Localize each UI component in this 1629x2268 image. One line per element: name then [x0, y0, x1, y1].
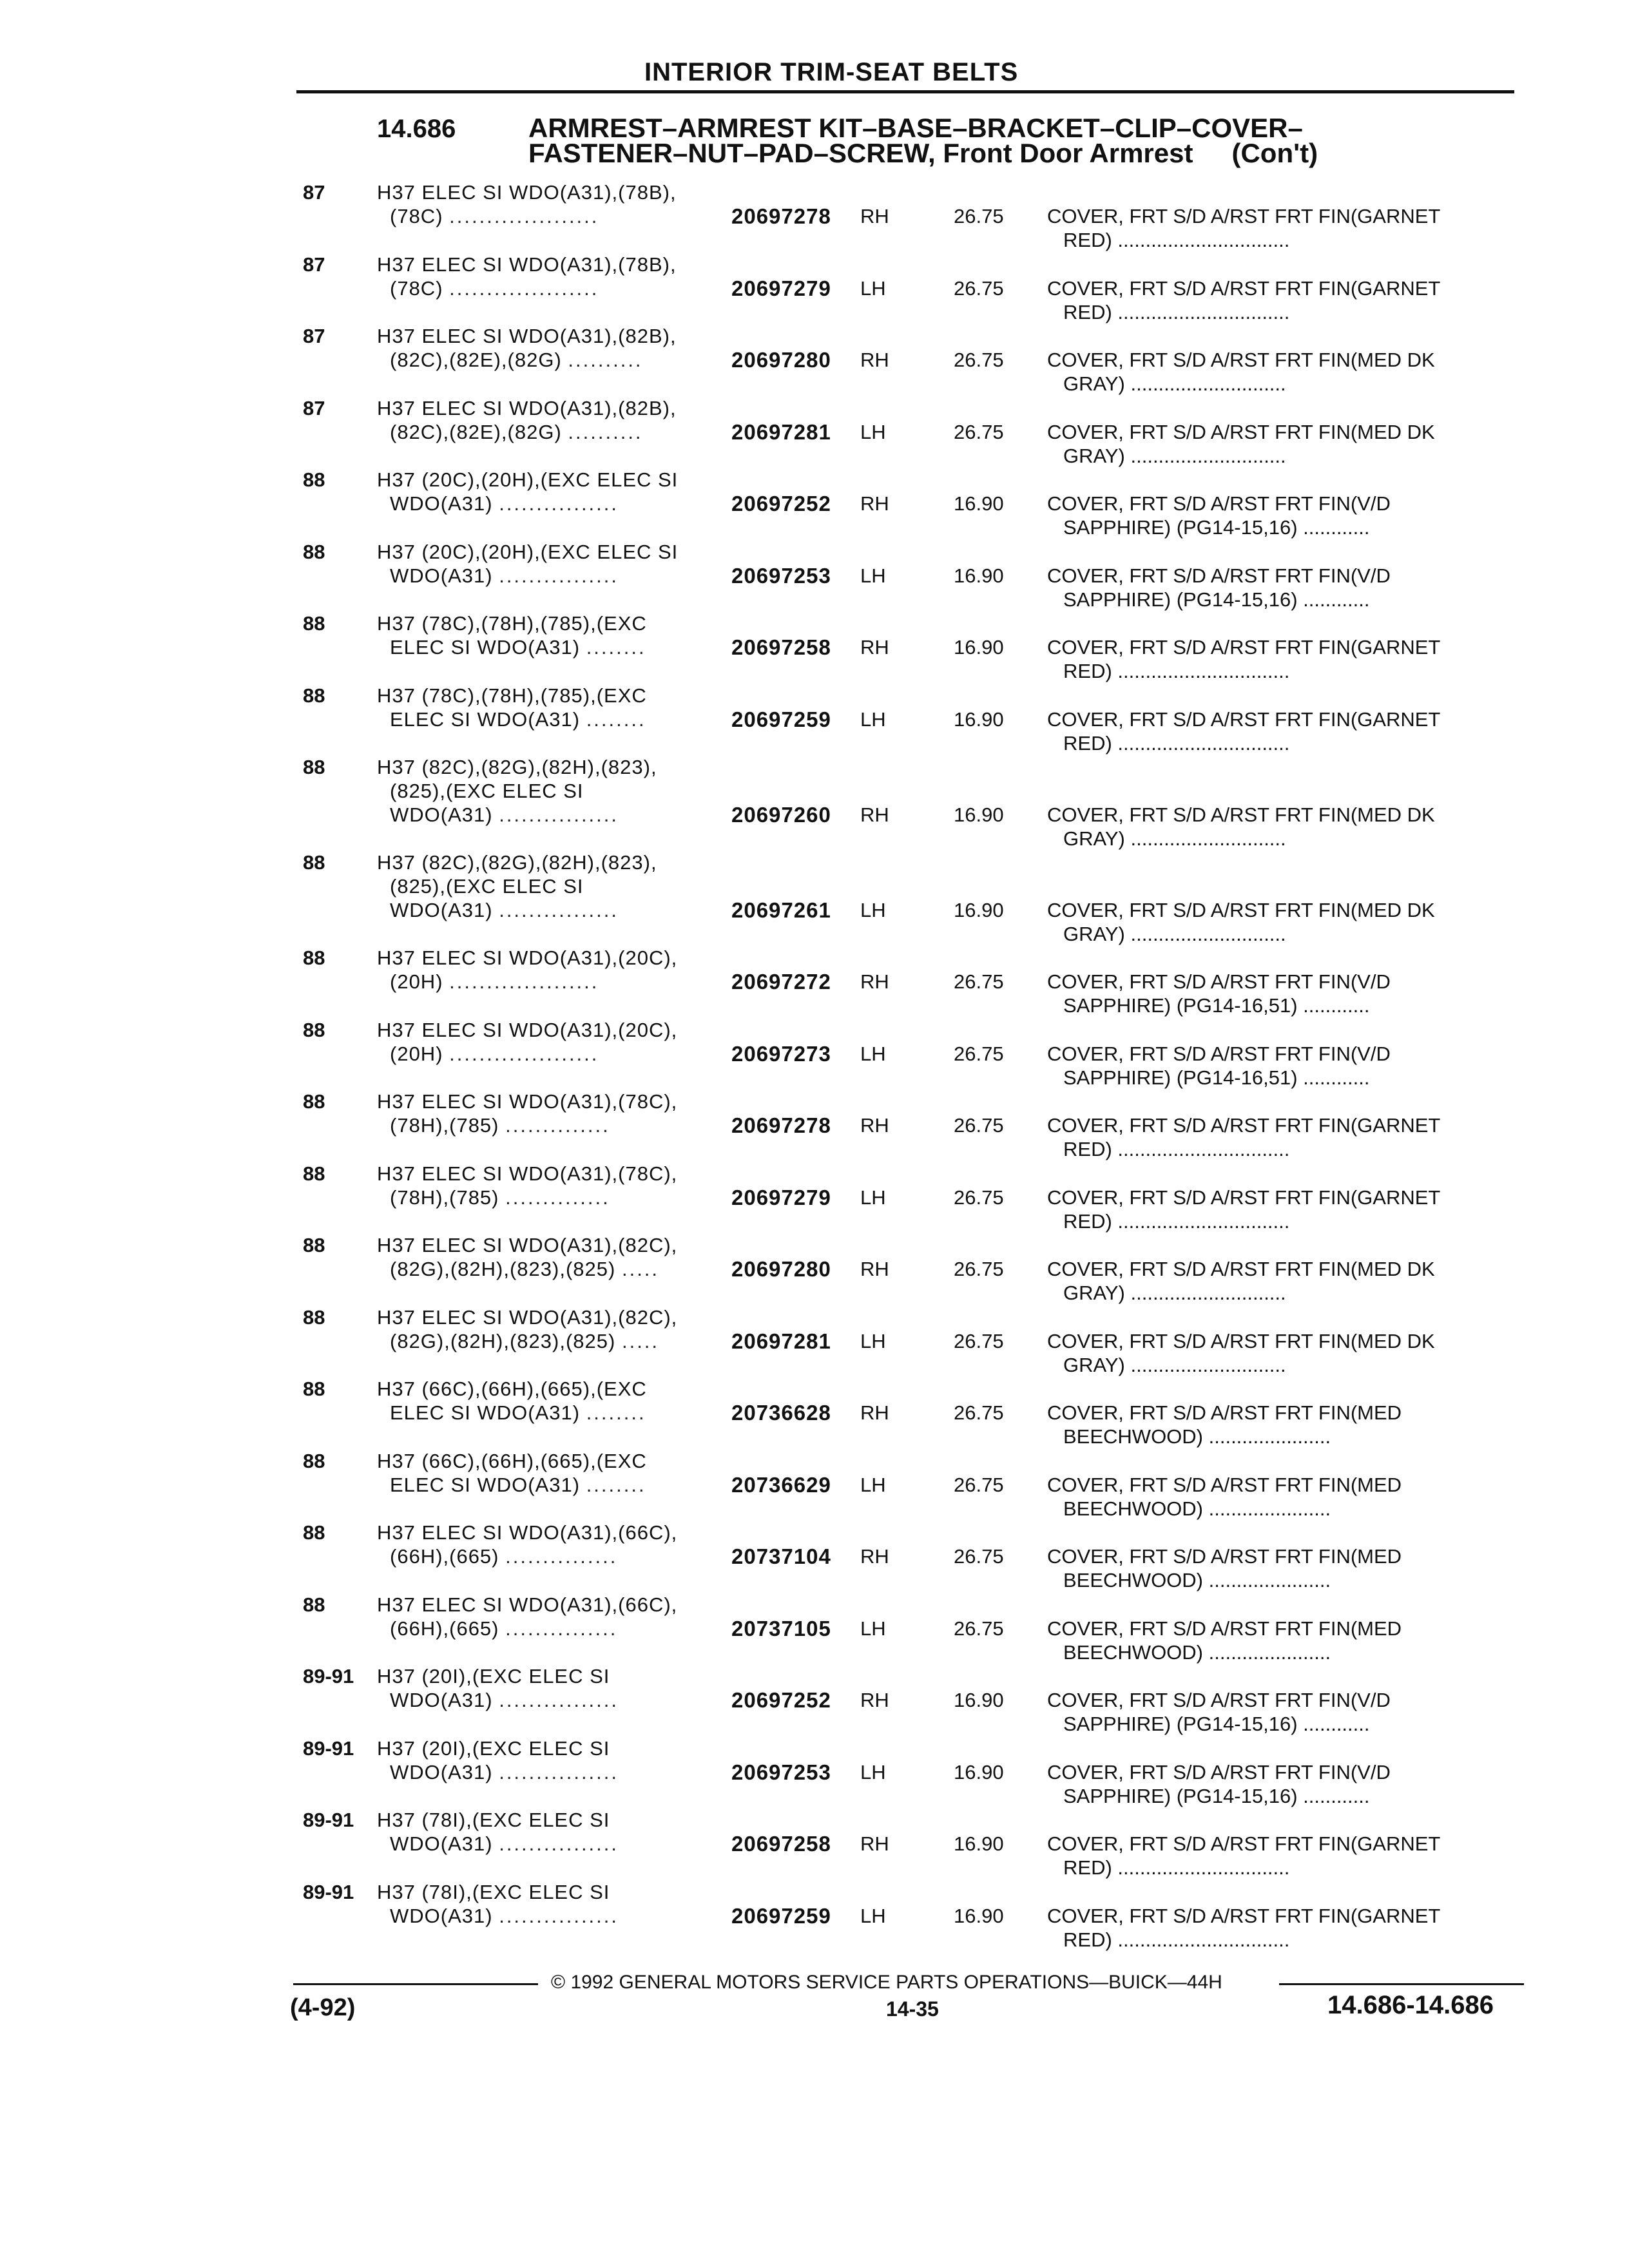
part-number: 20697273: [731, 1041, 831, 1066]
description-line2: SAPPHIRE) (PG14-16,51) ............: [1063, 1066, 1370, 1089]
part-number: 20697280: [731, 348, 831, 372]
model-year: 89-91: [303, 1880, 354, 1903]
description-line2: GRAY) ............................: [1063, 923, 1286, 945]
description-line1: COVER, FRT S/D A/RST FRT FIN(GARNET: [1047, 205, 1441, 227]
description-line1: COVER, FRT S/D A/RST FRT FIN(MED: [1047, 1617, 1402, 1640]
price: 16.90: [954, 1904, 1004, 1927]
continued-label: (Con't): [1231, 138, 1318, 168]
side: RH: [860, 1689, 889, 1711]
usage-line1: H37 (66C),(66H),(665),(EXC: [377, 1449, 647, 1472]
part-number: 20697252: [731, 492, 831, 515]
list-item: [0, 946, 1629, 1018]
side: LH: [860, 1904, 886, 1927]
description-line2: RED) ...............................: [1063, 1138, 1290, 1160]
model-year: 88: [303, 756, 325, 778]
usage-line1: H37 ELEC SI WDO(A31),(78C),: [377, 1090, 678, 1113]
description-line1: COVER, FRT S/D A/RST FRT FIN(V/D: [1047, 1689, 1391, 1711]
price: 26.75: [954, 1114, 1004, 1137]
description-line2: SAPPHIRE) (PG14-15,16) ............: [1063, 1713, 1370, 1735]
dot-leader: ..........: [568, 349, 643, 371]
usage-line2: [390, 1904, 619, 1928]
dot-leader: ................: [499, 1760, 619, 1783]
description-line2: BEECHWOOD) ......................: [1063, 1640, 1331, 1664]
usage-line2: (825),(EXC ELEC SI: [390, 780, 584, 802]
description-line1: COVER, FRT S/D A/RST FRT FIN(GARNET: [1047, 1832, 1441, 1855]
price: 16.90: [954, 707, 1004, 731]
description-line1: COVER, FRT S/D A/RST FRT FIN(MED DK: [1047, 899, 1435, 921]
side: LH: [860, 707, 886, 731]
usage-line2-text: ELEC SI WDO(A31): [390, 1401, 581, 1424]
usage-line1: H37 (78I),(EXC ELEC SI: [377, 1880, 610, 1903]
side: RH: [860, 1258, 889, 1280]
dot-leader: ................: [499, 492, 619, 515]
model-year: 88: [303, 1449, 325, 1472]
description-line2: GRAY) ............................: [1063, 1282, 1286, 1304]
usage-line2-text: WDO(A31): [390, 1904, 493, 1927]
model-year: 87: [303, 253, 325, 276]
usage-line2-text: WDO(A31): [390, 1689, 493, 1711]
usage-line2-text: (82G),(82H),(823),(825): [390, 1258, 616, 1280]
model-year: 87: [303, 181, 325, 204]
part-number: 20697253: [731, 1760, 831, 1784]
part-number: 20697259: [731, 1903, 831, 1928]
list-item: [0, 1808, 1629, 1880]
dot-leader: ................: [499, 803, 619, 826]
description-line2: RED) ...............................: [1063, 731, 1290, 754]
dot-leader: ................: [499, 1689, 619, 1711]
model-year: 89-91: [303, 1665, 354, 1687]
usage-line2: [390, 348, 643, 372]
usage-line1: H37 ELEC SI WDO(A31),(66C),: [377, 1593, 678, 1616]
model-year: 88: [303, 684, 325, 707]
usage-line2-text: (78H),(785): [390, 1114, 499, 1137]
model-year: 88: [303, 1234, 325, 1256]
section-range: 14.686-14.686: [1327, 1991, 1494, 2019]
side: LH: [860, 276, 886, 300]
side: LH: [860, 1329, 886, 1352]
usage-line2-text: (20H): [390, 1042, 443, 1065]
price: 16.90: [954, 1689, 1004, 1711]
description-line2: BEECHWOOD) ......................: [1063, 1425, 1331, 1448]
part-number: 20697260: [731, 803, 831, 827]
price: 26.75: [954, 349, 1004, 371]
part-number: 20697261: [731, 898, 831, 922]
usage-line1: H37 ELEC SI WDO(A31),(20C),: [377, 947, 678, 969]
model-year: 88: [303, 1162, 325, 1185]
usage-line2: [390, 1329, 659, 1353]
usage-line2: [390, 635, 646, 659]
usage-line2: [390, 1186, 610, 1209]
usage-line1: H37 (78I),(EXC ELEC SI: [377, 1809, 610, 1831]
list-item: [0, 180, 1629, 253]
side: RH: [860, 1832, 889, 1855]
price: 26.75: [954, 1545, 1004, 1568]
footer-rule-right: [1279, 1983, 1524, 1985]
part-number: 20736628: [731, 1401, 831, 1425]
usage-line1: H37 (82C),(82G),(82H),(823),: [377, 851, 657, 874]
side: RH: [860, 803, 889, 826]
model-year: 87: [303, 396, 325, 419]
parts-list: [0, 180, 1629, 1952]
dot-leader: ..............: [505, 1114, 610, 1137]
section-title-line2-text: FASTENER–NUT–PAD–SCREW, Front Door Armrest: [528, 138, 1193, 168]
description-line2: RED) ...............................: [1063, 229, 1290, 251]
side: LH: [860, 564, 886, 587]
usage-line1: H37 (20C),(20H),(EXC ELEC SI: [377, 468, 679, 491]
revision-date: (4-92): [290, 1994, 356, 2021]
price: 26.75: [954, 970, 1004, 993]
dot-leader: ................: [499, 899, 619, 921]
usage-line2-text: WDO(A31): [390, 1832, 493, 1855]
model-year: 88: [303, 612, 325, 635]
list-item: [0, 540, 1629, 612]
usage-line2: [390, 1617, 617, 1640]
usage-line3-text: WDO(A31): [390, 899, 493, 921]
part-number: 20697279: [731, 276, 831, 300]
part-number: 20697259: [731, 707, 831, 731]
description-line2: RED) ...............................: [1063, 1928, 1290, 1951]
usage-line2-text: (66H),(665): [390, 1545, 499, 1568]
usage-line2-text: ELEC SI WDO(A31): [390, 1473, 581, 1496]
part-number: 20697252: [731, 1688, 831, 1712]
usage-line1: H37 (78C),(78H),(785),(EXC: [377, 612, 647, 635]
side: RH: [860, 1545, 889, 1568]
description-line2: RED) ...............................: [1063, 1856, 1290, 1879]
dot-leader: .....: [621, 1258, 660, 1280]
list-item: [0, 253, 1629, 325]
part-number: 20697258: [731, 1832, 831, 1856]
side: LH: [860, 899, 886, 921]
usage-line2: [390, 1832, 619, 1856]
side: RH: [860, 1114, 889, 1137]
description-line1: COVER, FRT S/D A/RST FRT FIN(MED DK: [1047, 349, 1435, 371]
price: 16.90: [954, 1832, 1004, 1855]
list-item: [0, 755, 1629, 850]
side: LH: [860, 1042, 886, 1065]
usage-line1: H37 ELEC SI WDO(A31),(66C),: [377, 1521, 678, 1544]
price: 26.75: [954, 1186, 1004, 1209]
price: 26.75: [954, 1042, 1004, 1065]
price: 26.75: [954, 420, 1004, 443]
side: LH: [860, 420, 886, 443]
usage-line2-text: WDO(A31): [390, 564, 493, 587]
price: 16.90: [954, 564, 1004, 587]
usage-line2-text: (20H): [390, 970, 443, 993]
usage-line2-text: (78H),(785): [390, 1186, 499, 1209]
usage-line1: H37 (66C),(66H),(665),(EXC: [377, 1378, 647, 1400]
description-line2: SAPPHIRE) (PG14-15,16) ............: [1063, 588, 1370, 611]
dot-leader: ................: [499, 564, 619, 587]
part-number: 20737104: [731, 1544, 831, 1568]
list-item: [0, 1162, 1629, 1234]
description-line1: COVER, FRT S/D A/RST FRT FIN(V/D: [1047, 1042, 1391, 1065]
dot-leader: .....: [621, 1329, 660, 1352]
dot-leader: ........: [586, 707, 646, 731]
part-number: 20697278: [731, 204, 831, 228]
description-line1: COVER, FRT S/D A/RST FRT FIN(V/D: [1047, 970, 1391, 993]
part-number: 20697272: [731, 970, 831, 994]
side: RH: [860, 492, 889, 515]
price: 16.90: [954, 803, 1004, 826]
dot-leader: ........: [586, 1473, 646, 1496]
description-line1: COVER, FRT S/D A/RST FRT FIN(GARNET: [1047, 276, 1441, 300]
usage-line2-text: (78C): [390, 276, 443, 300]
description-line2: SAPPHIRE) (PG14-15,16) ............: [1063, 516, 1370, 539]
usage-line1: H37 ELEC SI WDO(A31),(82C),: [377, 1234, 678, 1256]
dot-leader: ...............: [505, 1545, 618, 1568]
list-item: [0, 850, 1629, 946]
part-number: 20697278: [731, 1113, 831, 1137]
usage-line2-text: WDO(A31): [390, 492, 493, 515]
usage-line1: H37 ELEC SI WDO(A31),(82C),: [377, 1305, 678, 1329]
description-line1: COVER, FRT S/D A/RST FRT FIN(MED DK: [1047, 1258, 1435, 1280]
description-line2: RED) ...............................: [1063, 300, 1290, 323]
list-item: [0, 1664, 1629, 1736]
description-line1: COVER, FRT S/D A/RST FRT FIN(GARNET: [1047, 1186, 1441, 1209]
usage-line1: H37 (78C),(78H),(785),(EXC: [377, 684, 647, 707]
usage-line2: [390, 1113, 610, 1137]
dot-leader: ..........: [568, 420, 643, 443]
price: 26.75: [954, 1473, 1004, 1496]
dot-leader: ................: [499, 1832, 619, 1855]
dot-leader: ....................: [449, 276, 599, 300]
model-year: 88: [303, 947, 325, 969]
model-year: 88: [303, 1090, 325, 1113]
model-year: 88: [303, 1305, 325, 1329]
price: 26.75: [954, 1401, 1004, 1424]
description-line2: RED) ...............................: [1063, 660, 1290, 682]
price: 26.75: [954, 276, 1004, 300]
dot-leader: ................: [499, 1904, 619, 1927]
usage-line2-text: ELEC SI WDO(A31): [390, 707, 581, 731]
usage-line2: [390, 970, 599, 994]
part-number: 20697253: [731, 563, 831, 588]
list-item: [0, 468, 1629, 540]
section-title-line1: ARMREST–ARMREST KIT–BASE–BRACKET–CLIP–COVER–: [528, 113, 1303, 143]
page-number: 14-35: [886, 1997, 939, 2021]
description-line2: SAPPHIRE) (PG14-16,51) ............: [1063, 994, 1370, 1017]
list-item: [0, 1377, 1629, 1449]
copyright: © 1992 GENERAL MOTORS SERVICE PARTS OPERATIONS—BUICK—44H: [551, 1972, 1222, 1993]
description-line2: BEECHWOOD) ......................: [1063, 1569, 1331, 1591]
list-item: [0, 1449, 1629, 1521]
usage-line2-text: (78C): [390, 205, 443, 227]
dot-leader: ....................: [449, 970, 599, 993]
description-line1: COVER, FRT S/D A/RST FRT FIN(GARNET: [1047, 1904, 1441, 1927]
usage-line3: [390, 898, 619, 922]
description-line1: COVER, FRT S/D A/RST FRT FIN(GARNET: [1047, 707, 1441, 731]
list-item: [0, 611, 1629, 684]
usage-line2: [390, 492, 619, 515]
part-number: 20697280: [731, 1257, 831, 1281]
price: 16.90: [954, 492, 1004, 515]
usage-line1: H37 (20I),(EXC ELEC SI: [377, 1665, 610, 1687]
usage-line1: H37 ELEC SI WDO(A31),(78B),: [377, 253, 677, 276]
side: LH: [860, 1617, 886, 1640]
model-year: 88: [303, 1521, 325, 1544]
usage-line2: [390, 1042, 599, 1066]
description-line1: COVER, FRT S/D A/RST FRT FIN(GARNET: [1047, 1114, 1441, 1137]
usage-line2: [390, 1257, 659, 1281]
description-line2: GRAY) ............................: [1063, 372, 1286, 395]
usage-line2: [390, 1473, 646, 1497]
description-line1: COVER, FRT S/D A/RST FRT FIN(MED: [1047, 1545, 1402, 1568]
side: LH: [860, 1186, 886, 1209]
list-item: [0, 1090, 1629, 1162]
usage-line2: [390, 707, 646, 731]
description-line2: BEECHWOOD) ......................: [1063, 1497, 1331, 1520]
usage-line2: [390, 1401, 646, 1425]
list-item: [0, 1521, 1629, 1593]
dot-leader: ........: [586, 636, 646, 658]
page-title: INTERIOR TRIM-SEAT BELTS: [644, 58, 1019, 86]
list-item: [0, 1305, 1629, 1378]
usage-line2-text: (82G),(82H),(823),(825): [390, 1329, 616, 1352]
side: LH: [860, 1473, 886, 1496]
side: RH: [860, 205, 889, 227]
usage-line2: [390, 1544, 617, 1568]
usage-line2: [390, 276, 599, 300]
price: 26.75: [954, 1617, 1004, 1640]
usage-line1: H37 ELEC SI WDO(A31),(82B),: [377, 396, 677, 419]
usage-line2: [390, 420, 643, 444]
usage-line2: [390, 564, 619, 588]
list-item: [0, 1018, 1629, 1090]
model-year: 88: [303, 468, 325, 491]
usage-line2-text: WDO(A31): [390, 1760, 493, 1783]
model-year: 88: [303, 851, 325, 874]
side: RH: [860, 1401, 889, 1424]
part-number: 20697279: [731, 1185, 831, 1209]
usage-line3: [390, 803, 619, 827]
dot-leader: ........: [586, 1401, 646, 1424]
price: 16.90: [954, 636, 1004, 658]
model-year: 89-91: [303, 1736, 354, 1760]
part-number: 20697258: [731, 635, 831, 659]
description-line2: RED) ...............................: [1063, 1209, 1290, 1233]
usage-line1: H37 ELEC SI WDO(A31),(82B),: [377, 325, 677, 347]
model-year: 88: [303, 1378, 325, 1400]
description-line1: COVER, FRT S/D A/RST FRT FIN(V/D: [1047, 564, 1391, 587]
model-year: 88: [303, 1018, 325, 1041]
description-line1: COVER, FRT S/D A/RST FRT FIN(MED DK: [1047, 803, 1435, 826]
dot-leader: ..............: [505, 1186, 610, 1209]
list-item: [0, 1233, 1629, 1305]
description-line1: COVER, FRT S/D A/RST FRT FIN(V/D: [1047, 1760, 1391, 1783]
description-line2: GRAY) ............................: [1063, 1353, 1286, 1376]
list-item: [0, 324, 1629, 396]
list-item: [0, 396, 1629, 468]
usage-line1: H37 (82C),(82G),(82H),(823),: [377, 756, 657, 778]
usage-line3-text: WDO(A31): [390, 803, 493, 826]
section-number: 14.686: [377, 115, 456, 143]
list-item: [0, 1593, 1629, 1665]
usage-line2: [390, 204, 599, 228]
list-item: [0, 1880, 1629, 1952]
description-line2: SAPPHIRE) (PG14-15,16) ............: [1063, 1784, 1370, 1807]
side: RH: [860, 636, 889, 658]
dot-leader: ...............: [505, 1617, 618, 1640]
usage-line1: H37 ELEC SI WDO(A31),(20C),: [377, 1018, 678, 1041]
usage-line1: H37 ELEC SI WDO(A31),(78C),: [377, 1162, 678, 1185]
dot-leader: ....................: [449, 1042, 599, 1065]
dot-leader: ....................: [449, 205, 599, 227]
part-number: 20697281: [731, 1329, 831, 1353]
price: 26.75: [954, 205, 1004, 227]
side: LH: [860, 1760, 886, 1783]
usage-line1: H37 (20C),(20H),(EXC ELEC SI: [377, 540, 679, 563]
side: RH: [860, 970, 889, 993]
description-line1: COVER, FRT S/D A/RST FRT FIN(MED: [1047, 1473, 1402, 1496]
usage-line2-text: (82C),(82E),(82G): [390, 349, 562, 371]
description-line2: GRAY) ............................: [1063, 444, 1286, 467]
model-year: 88: [303, 540, 325, 563]
description-line1: COVER, FRT S/D A/RST FRT FIN(MED: [1047, 1401, 1402, 1424]
price: 16.90: [954, 899, 1004, 921]
model-year: 87: [303, 325, 325, 347]
description-line2: GRAY) ............................: [1063, 827, 1286, 850]
section-title-line2: [528, 138, 1318, 169]
usage-line1: H37 (20I),(EXC ELEC SI: [377, 1736, 610, 1760]
model-year: 89-91: [303, 1809, 354, 1831]
price: 16.90: [954, 1760, 1004, 1783]
part-number: 20697281: [731, 419, 831, 444]
usage-line2-text: (66H),(665): [390, 1617, 499, 1640]
list-item: [0, 684, 1629, 756]
usage-line2-text: ELEC SI WDO(A31): [390, 636, 581, 658]
description-line1: COVER, FRT S/D A/RST FRT FIN(MED DK: [1047, 420, 1435, 443]
price: 26.75: [954, 1258, 1004, 1280]
description-line1: COVER, FRT S/D A/RST FRT FIN(GARNET: [1047, 636, 1441, 658]
model-year: 88: [303, 1593, 325, 1616]
usage-line1: H37 ELEC SI WDO(A31),(78B),: [377, 181, 677, 204]
footer-rule-left: [293, 1983, 538, 1985]
list-item: [0, 1736, 1629, 1809]
part-number: 20736629: [731, 1472, 831, 1497]
part-number: 20737105: [731, 1616, 831, 1640]
header-rule: [296, 90, 1514, 93]
description-line1: COVER, FRT S/D A/RST FRT FIN(MED DK: [1047, 1329, 1435, 1352]
side: RH: [860, 349, 889, 371]
usage-line2: [390, 1688, 619, 1712]
usage-line2: (825),(EXC ELEC SI: [390, 875, 584, 898]
price: 26.75: [954, 1329, 1004, 1352]
description-line1: COVER, FRT S/D A/RST FRT FIN(V/D: [1047, 492, 1391, 515]
usage-line2: [390, 1760, 619, 1784]
usage-line2-text: (82C),(82E),(82G): [390, 420, 562, 443]
